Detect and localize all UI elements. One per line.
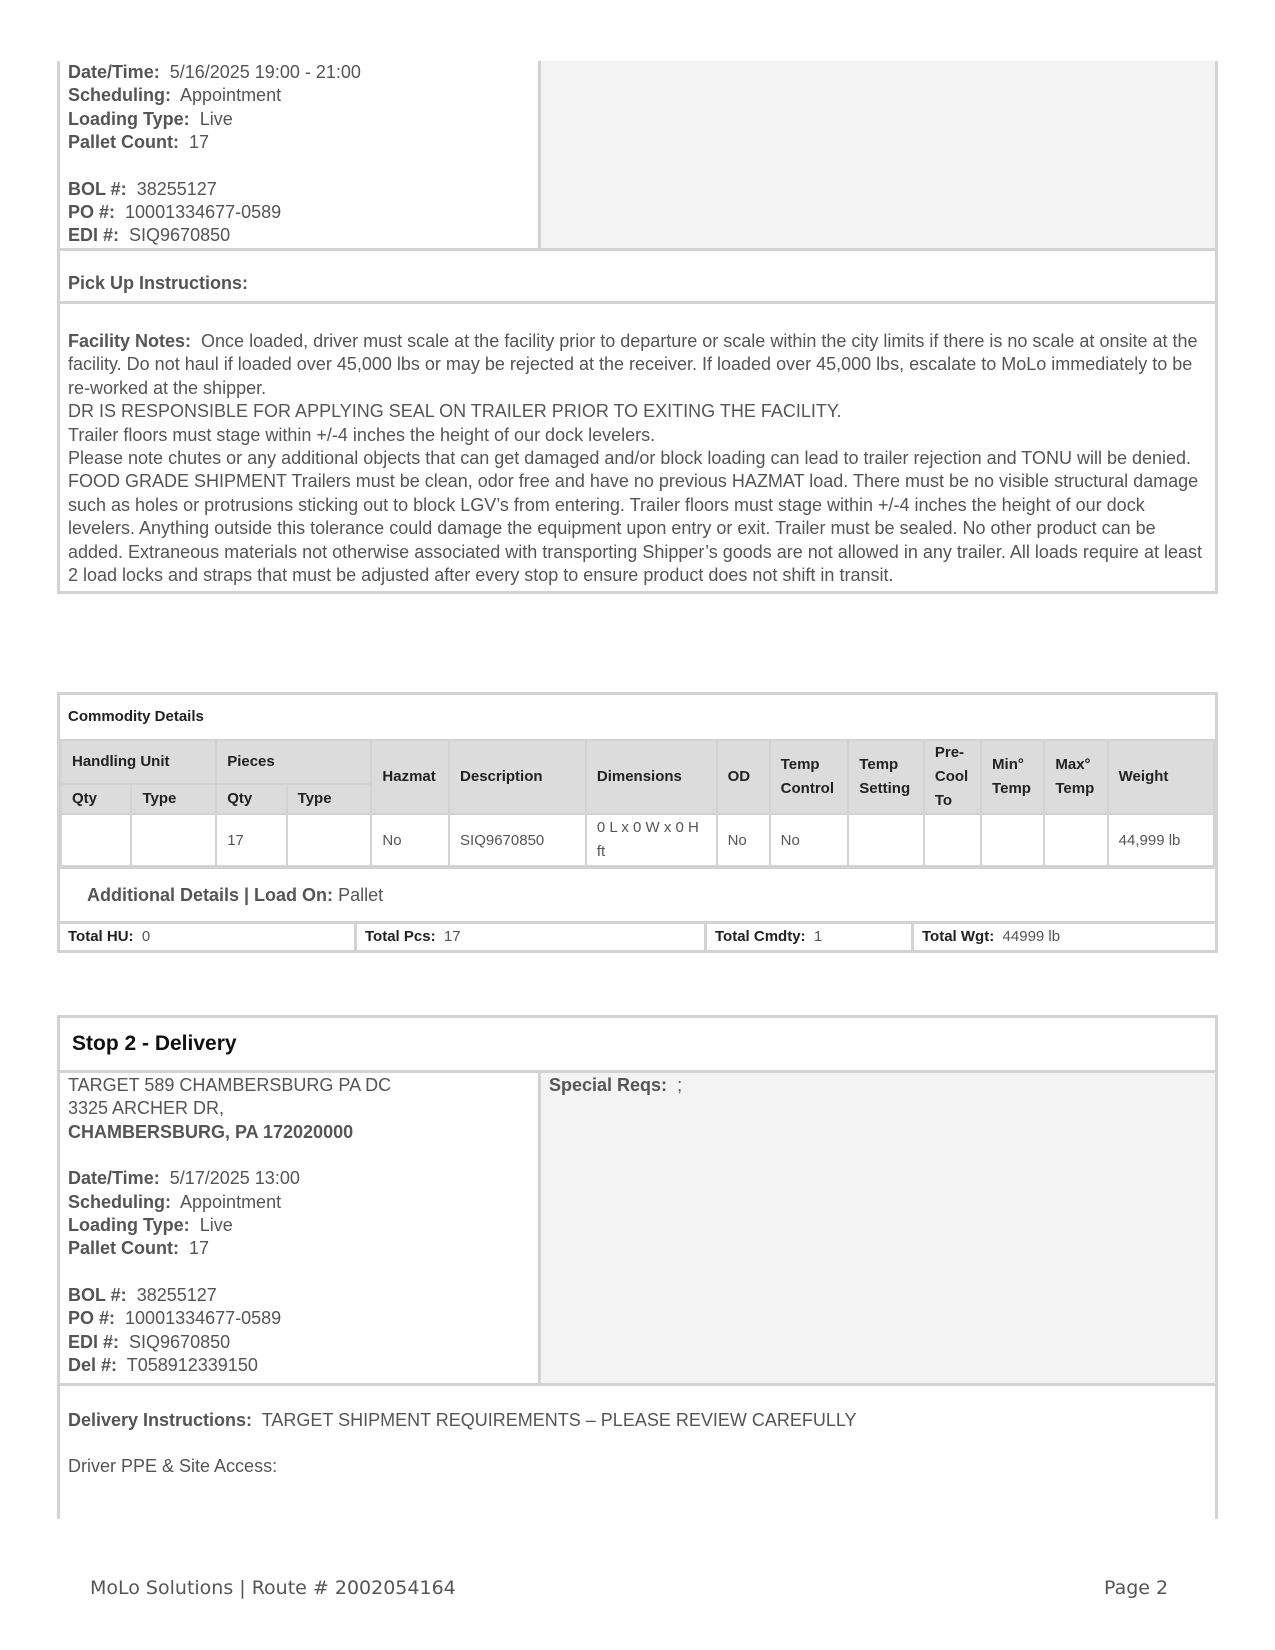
col-od: OD [717,740,770,814]
col-max-temp: Max° Temp [1044,740,1107,814]
col-temp-setting: Temp Setting [848,740,924,814]
cell-temp-setting [848,814,924,866]
stop1-pallet-count: Pallet Count: 17 [68,132,210,153]
col-description: Description [449,740,586,814]
stop1-loading-type: Loading Type: Live [68,108,233,129]
facility-notes-label: Facility Notes: [68,331,192,351]
table-row [61,814,1214,866]
cell-weight: 44,999 lb [1108,814,1214,866]
col-weight: Weight [1108,740,1214,814]
stop1-section [57,61,1218,594]
total-wgt: Total Wgt: 44999 lb [922,928,1061,945]
stop1-special-panel [541,61,1215,248]
facility-note-food-grade: FOOD GRADE SHIPMENT Trailers must be clean, odor free and have no previous HAZMAT load. There must be no visible structural damage such as holes or protrusions sticking out to block LGV’s from entering. Trailer floors must stage within +/-4 inches the height of our dock levelers. Anything outside this tolerance could damage the equipment upon entry or exit. Trailer must be sealed. No other product can be added. Extraneous materials not otherwise associated with transporting Shipper’s goods are not allowed in any trailer. All loads require at least 2 load locks and straps that must be adjusted after every stop to ensure product does not shift in transit. [68,471,1202,586]
stop2-name: TARGET 589 CHAMBERSBURG PA DC [68,1075,392,1095]
stop2-date-time: Date/Time: 5/17/2025 13:00 [68,1168,300,1189]
pickup-instructions: Pick Up Instructions: [60,248,1215,301]
commodity-details [57,692,1218,953]
cell-hu-type [131,814,216,866]
footer-page-number: Page 2 [1104,1577,1169,1599]
driver-ppe: Driver PPE & Site Access: [68,1456,278,1477]
stop2-city: CHAMBERSBURG, PA 172020000 [68,1121,354,1142]
facility-notes: Facility Notes: Once loaded, driver must scale at the facility prior to departure or scale within the city limits if there is no scale at onsite at the facility. Do not haul if loaded over 45,000 lbs or may be rejected at the receiver. If loaded over 45,000 lbs, escalate to MoLo immediately to be re-worked at the shipper. DR IS RESPONSIBLE FOR APPLYING SEAL ON TRAILER PRIOR TO EXITING THE FACILITY. Trailer floors must stage within +/-4 inches the height of our dock levelers. Please note chutes or any additional objects that can get damaged and/or block loading can lead to trailer rejection and TONU will be denied. FOOD GRADE SHIPMENT Trailers must be clean, odor free and have no previous HAZMAT load. There must be no visible structural damage such as holes or protrusions sticking out to block LGV’s from entering. Trailer floors must stage within +/-4 inches the height of our dock levelers. Anything outside this tolerance could damage the equipment upon entry or exit. Trailer must be sealed. No other product can be added. Extraneous materials not otherwise associated with transporting Shipper’s goods are not allowed in any trailer. All loads require at least 2 load locks and straps that must be adjusted after every stop to ensure product does not shift in transit. [60,301,1215,594]
stop2-address: 3325 ARCHER DR, [68,1098,225,1119]
stop2-loading-type: Loading Type: Live [68,1215,233,1236]
col-hu-qty: Qty [61,784,131,814]
facility-note-chutes: Please note chutes or any additional objects that can get damaged and/or block loading can lead to trailer rejection and TONU will be denied. [68,448,1192,469]
stop1-edi: EDI #: SIQ9670850 [68,225,231,246]
commodity-totals [60,921,1215,950]
col-dimensions: Dimensions [586,740,717,814]
total-cmdty: Total Cmdty: 1 [707,924,914,950]
footer-route: MoLo Solutions | Route # 2002054164 [90,1577,456,1599]
cell-pcs-type [287,814,372,866]
commodity-title: Commodity Details [68,708,204,725]
stop1-date-time: Date/Time: 5/16/2025 19:00 - 21:00 [68,62,361,82]
cell-min-temp [981,814,1044,866]
facility-note-floors: Trailer floors must stage within +/-4 inches the height of our dock levelers. [68,424,656,445]
stop2-scheduling: Scheduling: Appointment [68,1191,282,1212]
total-hu: Total HU: 0 [60,924,357,950]
cell-temp-control: No [770,814,849,866]
cell-hu-qty [61,814,131,866]
cell-pre-cool-to [924,814,981,866]
commodity-table [60,739,1215,867]
col-hu-type: Type [131,784,216,814]
total-pcs: Total Pcs: 17 [357,924,707,950]
col-handling-unit: Handling Unit [61,740,216,784]
cell-description: SIQ9670850 [449,814,586,866]
cell-dimensions: 0 L x 0 W x 0 H ft [586,814,717,866]
col-temp-control: Temp Control [770,740,849,814]
cell-hazmat: No [371,814,449,866]
stop1-po: PO #: 10001334677-0589 [68,202,282,223]
stop1-bol: BOL #: 38255127 [68,178,217,199]
col-min-temp: Min° Temp [981,740,1044,814]
cell-od: No [717,814,770,866]
col-pcs-qty: Qty [216,784,286,814]
stop1-scheduling: Scheduling: Appointment [68,85,282,106]
col-hazmat: Hazmat [371,740,449,814]
additional-details: Additional Details | Load On: Pallet [60,867,1215,921]
col-pre-cool-to: Pre-Cool To [924,740,981,814]
stop2-del: Del #: T058912339150 [68,1355,258,1376]
stop2-details [60,1073,541,1383]
stop2-edi: EDI #: SIQ9670850 [68,1331,231,1352]
stop2-special-reqs: Special Reqs: ; [541,1073,1215,1383]
cell-max-temp [1044,814,1107,866]
stop2-pallet-count: Pallet Count: 17 [68,1238,210,1259]
stop2-title: Stop 2 - Delivery [60,1018,1215,1073]
stop2-section [57,1015,1218,1519]
delivery-instructions: Delivery Instructions: TARGET SHIPMENT REQUIREMENTS – PLEASE REVIEW CAREFULLY Driver PPE & Site Access: [60,1383,1215,1479]
col-pieces: Pieces [216,740,371,784]
stop2-bol: BOL #: 38255127 [68,1284,217,1305]
cell-pcs-qty: 17 [216,814,286,866]
col-pcs-type: Type [287,784,372,814]
stop2-po: PO #: 10001334677-0589 [68,1308,282,1329]
stop1-details [60,61,541,248]
facility-note-seal: DR IS RESPONSIBLE FOR APPLYING SEAL ON TRAILER PRIOR TO EXITING THE FACILITY. [68,401,842,422]
